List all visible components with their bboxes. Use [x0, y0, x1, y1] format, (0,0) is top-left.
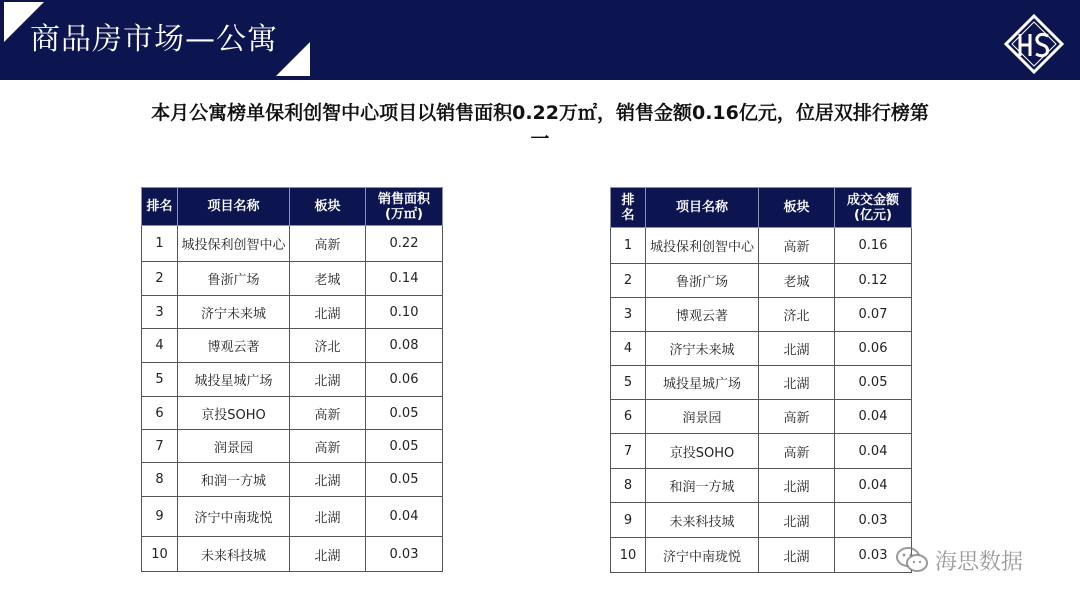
table-row	[611, 538, 912, 573]
table-cell: 0.03	[835, 503, 912, 538]
table-row	[611, 400, 912, 434]
table-cell: 城投保利创智中心	[646, 228, 759, 264]
table-cell: 0.03	[835, 538, 912, 573]
table-cell: 1	[142, 226, 178, 262]
table-cell: 0.04	[835, 434, 912, 469]
table-cell: 0.04	[835, 469, 912, 503]
table-cell: 0.03	[366, 537, 443, 572]
table-row	[611, 332, 912, 366]
column-header: 项目名称	[178, 188, 290, 226]
table-cell: 高新	[759, 400, 835, 434]
table-cell: 高新	[759, 228, 835, 264]
table-header-row	[611, 188, 912, 228]
table-cell: 北湖	[290, 363, 366, 397]
table-cell: 0.04	[366, 497, 443, 537]
table-cell: 0.14	[366, 262, 443, 296]
table-cell: 博观云著	[646, 298, 759, 332]
table-cell: 北湖	[290, 463, 366, 497]
column-header: 排名	[142, 188, 178, 226]
table-row	[142, 463, 443, 497]
table-cell: 高新	[290, 430, 366, 463]
column-header: 项目名称	[646, 188, 759, 228]
sales-area-ranking-table	[141, 187, 443, 572]
table-cell: 0.08	[366, 329, 443, 363]
table-cell: 北湖	[759, 332, 835, 366]
table-cell: 和润一方城	[178, 463, 290, 497]
table-cell: 0.04	[835, 400, 912, 434]
table-cell: 3	[142, 296, 178, 329]
table-cell: 10	[611, 538, 646, 573]
table-cell: 京投SOHO	[646, 434, 759, 469]
table-cell: 博观云著	[178, 329, 290, 363]
table-cell: 润景园	[646, 400, 759, 434]
table-cell: 0.06	[835, 332, 912, 366]
table-cell: 济宁未来城	[178, 296, 290, 329]
table-cell: 高新	[759, 434, 835, 469]
watermark	[895, 542, 1023, 578]
table-cell: 北湖	[759, 503, 835, 538]
table-cell: 6	[611, 400, 646, 434]
table-row	[611, 228, 912, 264]
table-cell: 济北	[759, 298, 835, 332]
table-cell: 10	[142, 537, 178, 572]
table-cell: 润景园	[178, 430, 290, 463]
table-cell: 鲁浙广场	[646, 264, 759, 298]
table-cell: 8	[142, 463, 178, 497]
table-cell: 未来科技城	[646, 503, 759, 538]
table-cell: 2	[142, 262, 178, 296]
table-cell: 7	[142, 430, 178, 463]
table-cell: 0.05	[366, 397, 443, 430]
table-cell: 0.05	[366, 430, 443, 463]
table-cell: 0.05	[835, 366, 912, 400]
table-cell: 老城	[290, 262, 366, 296]
table-cell: 3	[611, 298, 646, 332]
table-row	[142, 430, 443, 463]
table-cell: 城投星城广场	[178, 363, 290, 397]
corner-decoration-bottom-right	[276, 42, 310, 76]
wechat-icon	[895, 545, 929, 575]
column-header: 销售面积 (万㎡)	[366, 188, 443, 226]
table-row	[611, 298, 912, 332]
table-cell: 9	[142, 497, 178, 537]
page-title: 商品房市场—公寓	[30, 22, 278, 57]
table-cell: 0.12	[835, 264, 912, 298]
table-cell: 0.22	[366, 226, 443, 262]
table-cell: 0.16	[835, 228, 912, 264]
sales-amount-ranking-table	[610, 187, 912, 573]
column-header: 排 名	[611, 188, 646, 228]
table-cell: 北湖	[759, 538, 835, 573]
table-cell: 京投SOHO	[178, 397, 290, 430]
table-cell: 济北	[290, 329, 366, 363]
table-cell: 9	[611, 503, 646, 538]
table-cell: 8	[611, 469, 646, 503]
column-header: 板块	[290, 188, 366, 226]
table-cell: 济宁中南珑悦	[646, 538, 759, 573]
table-cell: 0.06	[366, 363, 443, 397]
table-cell: 北湖	[759, 366, 835, 400]
table-cell: 5	[611, 366, 646, 400]
watermark-text: 海思数据	[935, 549, 1024, 575]
table-cell: 4	[142, 329, 178, 363]
headline: 本月公寓榜单保利创智中心项目以销售面积0.22万㎡，销售金额0.16亿元，位居双排行榜第一	[151, 102, 929, 150]
table-row	[611, 469, 912, 503]
table-row	[611, 434, 912, 469]
table-cell: 城投保利创智中心	[178, 226, 290, 262]
header-banner	[0, 0, 1080, 80]
table-cell: 未来科技城	[178, 537, 290, 572]
table-cell: 城投星城广场	[646, 366, 759, 400]
table-cell: 高新	[290, 397, 366, 430]
table-cell: 7	[611, 434, 646, 469]
column-header: 板块	[759, 188, 835, 228]
table-row	[142, 363, 443, 397]
table-cell: 0.10	[366, 296, 443, 329]
company-logo	[1000, 12, 1068, 80]
table-cell: 北湖	[759, 469, 835, 503]
table-row	[142, 397, 443, 430]
table-row	[611, 503, 912, 538]
table-row	[142, 226, 443, 262]
table-cell: 0.05	[366, 463, 443, 497]
table-row	[142, 296, 443, 329]
table-cell: 1	[611, 228, 646, 264]
table-cell: 老城	[759, 264, 835, 298]
table-row	[611, 264, 912, 298]
table-row	[611, 366, 912, 400]
table-header-row	[142, 188, 443, 226]
table-cell: 北湖	[290, 497, 366, 537]
table-row	[142, 329, 443, 363]
table-cell: 北湖	[290, 537, 366, 572]
column-header: 成交金额 (亿元)	[835, 188, 912, 228]
table-cell: 5	[142, 363, 178, 397]
table-row	[142, 497, 443, 537]
table-cell: 北湖	[290, 296, 366, 329]
table-cell: 鲁浙广场	[178, 262, 290, 296]
table-cell: 6	[142, 397, 178, 430]
table-cell: 4	[611, 332, 646, 366]
table-cell: 济宁中南珑悦	[178, 497, 290, 537]
table-cell: 和润一方城	[646, 469, 759, 503]
table-row	[142, 537, 443, 572]
table-cell: 高新	[290, 226, 366, 262]
table-row	[142, 262, 443, 296]
table-cell: 0.07	[835, 298, 912, 332]
table-cell: 济宁未来城	[646, 332, 759, 366]
table-cell: 2	[611, 264, 646, 298]
